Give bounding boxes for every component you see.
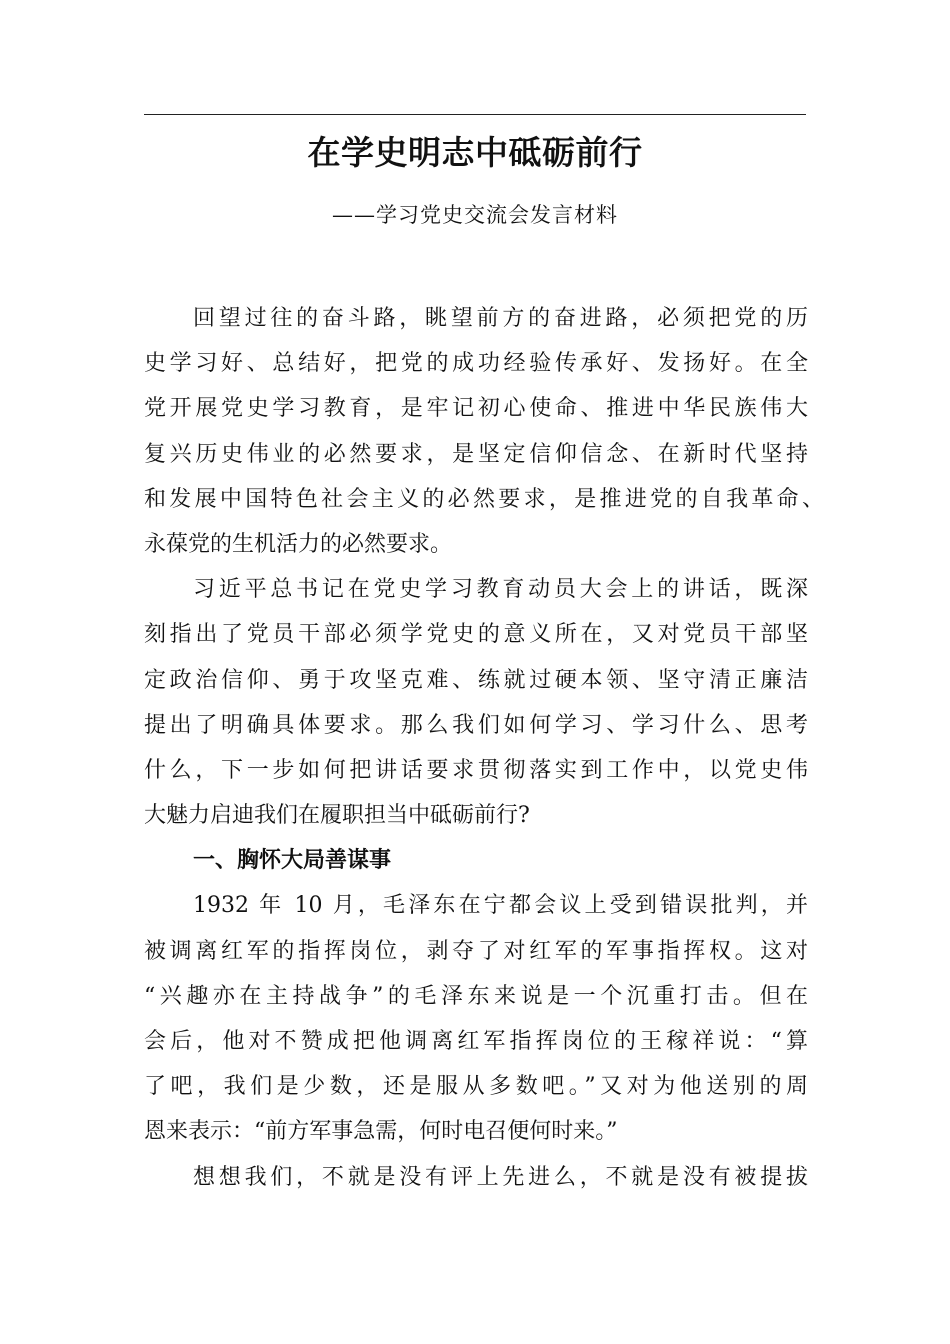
text-line: 1932 年 10 月，毛泽东在宁都会议上受到错误批判，并 (193, 893, 808, 919)
text-line: 和发展中国特色社会主义的必然要求，是推进党的自我革命、 (144, 486, 824, 512)
document-subtitle: ——学习党史交流会发言材料 (332, 203, 618, 227)
text-line: 会后，他对不赞成把他调离红军指挥岗位的王稼祥说：“算 (144, 1029, 808, 1054)
text-line: 什么，下一步如何把讲话要求贯彻落实到工作中，以党史伟 (144, 757, 808, 783)
paragraph-3 (144, 883, 808, 1154)
section-heading: 一、胸怀大局善谋事 (193, 848, 392, 874)
text-line: 回望过往的奋斗路，眺望前方的奋进路，必须把党的历 (193, 306, 808, 331)
document-body (144, 296, 824, 1200)
text-line: 恩来表示：“前方军事急需，何时电召便何时来。” (144, 1119, 618, 1145)
text-line: 党开展党史学习教育，是牢记初心使命、推进中华民族伟大 (144, 396, 808, 422)
text-line: 习近平总书记在党史学习教育动员大会上的讲话，既深 (193, 577, 808, 603)
document-title: 在学史明志中砥砺前行 (307, 133, 643, 172)
text-line: 史学习好、总结好，把党的成功经验传承好、发扬好。在全 (144, 351, 808, 377)
text-line: 提出了明确具体要求。那么我们如何学习、学习什么、思考 (144, 712, 808, 738)
header-rule (144, 114, 806, 115)
text-line: 定政治信仰、勇于攻坚克难、练就过硬本领、坚守清正廉洁 (144, 667, 808, 693)
text-line: 刻指出了党员干部必须学党史的意义所在，又对党员干部坚 (144, 622, 808, 648)
text-line: 了吧，我们是少数，还是服从多数吧。”又对为他送别的周 (144, 1074, 808, 1100)
text-line: 想想我们，不就是没有评上先进么，不就是没有被提拔 (193, 1164, 808, 1190)
text-line: 大魅力启迪我们在履职担当中砥砺前行? (144, 803, 530, 829)
paragraph-4 (144, 1155, 808, 1200)
text-line: 复兴历史伟业的必然要求，是坚定信仰信念、在新时代坚持 (144, 441, 808, 467)
text-line: “兴趣亦在主持战争”的毛泽东来说是一个沉重打击。但在 (144, 983, 808, 1009)
paragraph-2 (144, 567, 808, 838)
text-line: 被调离红军的指挥岗位，剥夺了对红军的军事指挥权。这对 (144, 938, 808, 964)
text-line: 永葆党的生机活力的必然要求。 (144, 531, 453, 557)
paragraph-1 (144, 296, 824, 567)
